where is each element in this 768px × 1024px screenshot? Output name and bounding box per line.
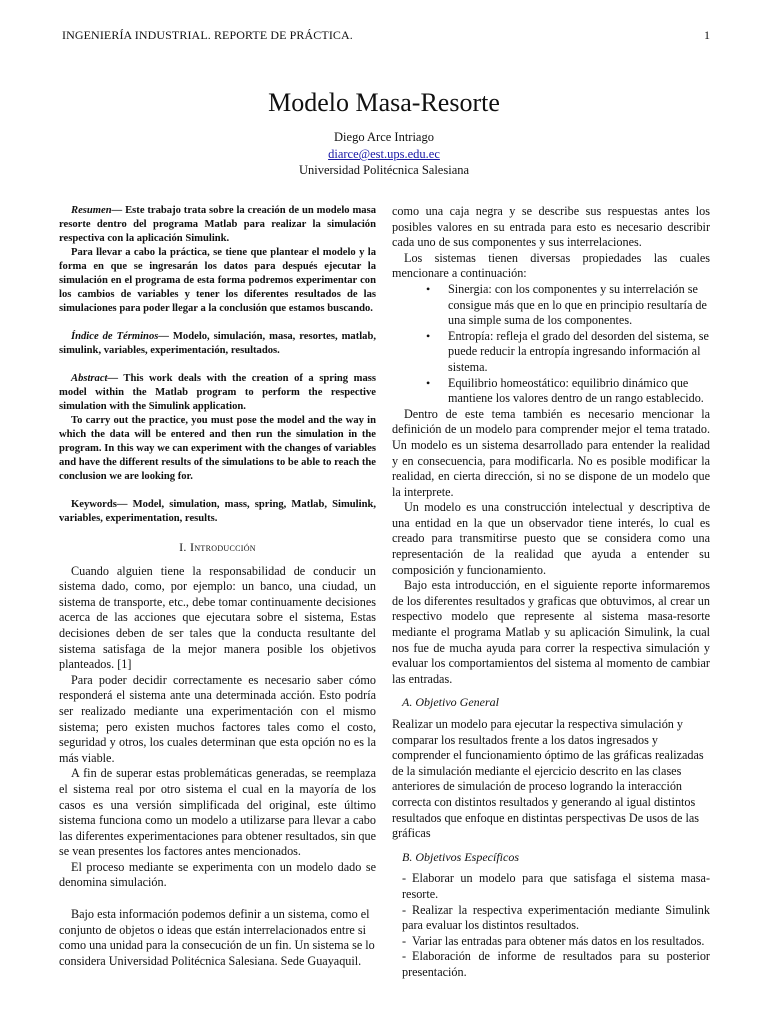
left-column <box>59 204 376 969</box>
subsection-title: Objetivo General <box>415 695 499 710</box>
index-terms-text: Modelo, simulación, masa, resortes, matlab, simulink, variables, experimentación, resultados. <box>59 331 376 356</box>
paragraph: Cuando alguien tiene la responsabilidad de conducir un sistema dado, como, por ejemplo: un banco, una ciudad, un sistema de transporte, etc., debe tomar continuamente decisiones acerca de las acciones que ejecutara sobre el sistema, Estas decisiones deben de ser tales que la conducta resultante del sistema satisfaga de la mejor manera posible los objetivos planteados. [1] <box>59 563 376 672</box>
paragraph: Un modelo es una construcción intelectual y descriptiva de una entidad en la que un observador tiene interés, lo cual es creado para transmitirse puesto que se considera como una representación de la realidad que ayuda a entender su composición y funcionamiento. <box>392 500 710 577</box>
paragraph: A fin de superar estas problemáticas generadas, se reemplaza el sistema real por otro sistema el cual en la mayoría de los casos es una versión simplificada del original, este último sistema funciona como un modelo a utilizarse para llevar a cabo las diferentes experimentaciones para obtener resultados, sin que se vean presentes los factores antes mencionados. <box>59 766 376 859</box>
list-item: - Elaborar un modelo para que satisfaga el sistema masa-resorte. <box>402 871 710 901</box>
right-column <box>392 204 710 981</box>
index-terms <box>59 330 376 358</box>
paragraph: Los sistemas tienen diversas propiedades las cuales mencionare a continuación: <box>392 250 710 281</box>
abstract-en-lead: Abstract— <box>71 373 119 384</box>
abstract-en-text: This work deals with the creation of a spring mass model within the Matlab program to perform the respective simulation with the Simulink application. <box>59 373 376 412</box>
introduccion-body <box>59 564 376 970</box>
abstract-english <box>59 372 376 484</box>
paper-title: Modelo Masa-Resorte <box>268 88 500 117</box>
list-item: • Entropía: refleja el grado del desorden del sistema, se puede reducir la entropía ingresando información al sistema. <box>448 329 710 376</box>
paragraph: como una caja negra y se describe sus respuestas antes los posibles valores en su entrada para esto es necesario describir cada uno de sus componentes y sus interrelaciones. <box>392 204 710 250</box>
list-item: - Elaboración de informe de resultados para su posterior presentación. <box>402 949 710 979</box>
abstract-text: Este trabajo trata sobre la creación de un modelo masa resorte dentro del programa Matlab para realizar la simulación respectiva con la aplicación Simulink. <box>59 205 376 244</box>
subsection-heading-objetivos-especificos <box>402 850 710 866</box>
abstract-en-text-2: To carry out the practice, you must pose the model and the way in which the data will be entered and then run the simulation in the program. In this way we can experiment with the changes of variables and have the different results of the simulations to be able to reach the conclusion we are looking for. <box>59 415 376 482</box>
section-number: I. <box>179 540 187 554</box>
abstract-lead: Resumen— <box>71 205 123 216</box>
paragraph: Dentro de este tema también es necesario mencionar la definición de un modelo para comprender mejor el tema tratado. Un modelo es un sistema desarrollado para entender la realidad y en consecuencia, para modificarla. No es posible modificar la realidad, en cierta dirección, si no se dispone de un modelo que la interprete. <box>392 406 710 499</box>
abstract-text-2: Para llevar a cabo la práctica, se tiene que plantear el modelo y la forma en que se ingresarán los datos para después ejecutar la simulación en el programa de esta forma podremos experimentar con los cambios de variables y tener los diferentes resultados de las simulaciones para poder llegar a la conclusión que estamos buscando. <box>59 247 376 314</box>
author-email-link[interactable]: diarce@est.ups.edu.ec <box>328 147 440 161</box>
properties-list <box>392 282 710 407</box>
section-heading-introduccion <box>59 540 376 556</box>
list-item: • Sinergia: con los componentes y su interrelación se consigue más que en lo que en principio resultaría de una simple suma de los componentes. <box>448 282 710 329</box>
author-affiliation: Universidad Politécnica Salesiana <box>298 163 470 177</box>
paragraph: Realizar un modelo para ejecutar la respectiva simulación y comparar los resultados frente a los datos ingresados y comprender el funcionamiento óptimo de las gráficas realizadas de la simulación mediante el ejercicio descrito en las clases anteriores de simulación de proceso logrando la interacción correcta con distintos resultados y generando al igual distintos resultados que enfoque en distintas perspectivas De usos de las gráficas <box>392 717 704 841</box>
list-item: - Variar las entradas para obtener más datos en los resultados. <box>402 933 705 948</box>
abstract-spanish <box>59 204 376 316</box>
section-title: Introducción <box>190 540 256 554</box>
list-item: • Equilibrio homeostático: equilibrio dinámico que mantiene los valores dentro de un rango establecido. <box>448 376 710 407</box>
page-number: 1 <box>704 28 710 42</box>
keywords <box>59 498 376 526</box>
subsection-title: Objetivos Específicos <box>415 849 519 864</box>
running-head: INGENIERÍA INDUSTRIAL. REPORTE DE PRÁCTICA. <box>62 28 353 42</box>
subsection-label: A. <box>402 695 413 710</box>
objectives-list <box>392 871 710 980</box>
index-terms-lead: Índice de Términos— <box>71 331 169 342</box>
title-block <box>0 88 768 178</box>
paragraph: Bajo esta introducción, en el siguiente reporte informaremos de los diferentes resultados y graficas que obtuvimos, al crear un respectivo modelo que represente al sistema masa-resorte mediante el programa Matlab y su aplicación Simulink, la cual nos fue de mucha ayuda para correr la respectiva simulación y evaluar los comportamientos del sistema al momento de cambiar las entradas. <box>392 578 710 686</box>
author-name: Diego Arce Intriago <box>334 130 434 144</box>
paragraph: Para poder decidir correctamente es necesario saber cómo responderá el sistema ante una determinada acción. Esto podría ser realizado mediante una experimentación con el mismo sistema; pero existen muchos factores tales como el costo, seguridad y otros, los cuales determinan que esta opción no es la más viable. <box>59 672 376 765</box>
paragraph: Bajo esta información podemos definir a un sistema, como el conjunto de objetos o ideas que están interrelacionados entre si como una unidad para la consecución de un fin. Un sistema se lo considera Universidad Politécnica Salesiana. Sede Guayaquil. <box>59 907 375 968</box>
paragraph: El proceso mediante se experimenta con un modelo dado se denomina simulación. <box>59 859 376 890</box>
subsection-label: B. <box>402 849 413 864</box>
subsection-heading-objetivo-general <box>402 695 710 711</box>
keywords-text: Keywords— Model, simulation, mass, spring, Matlab, Simulink, variables, experimentation, results. <box>59 499 376 524</box>
list-item: - Realizar la respectiva experimentación mediante Simulink para evaluar los distintos resultados. <box>402 902 710 933</box>
